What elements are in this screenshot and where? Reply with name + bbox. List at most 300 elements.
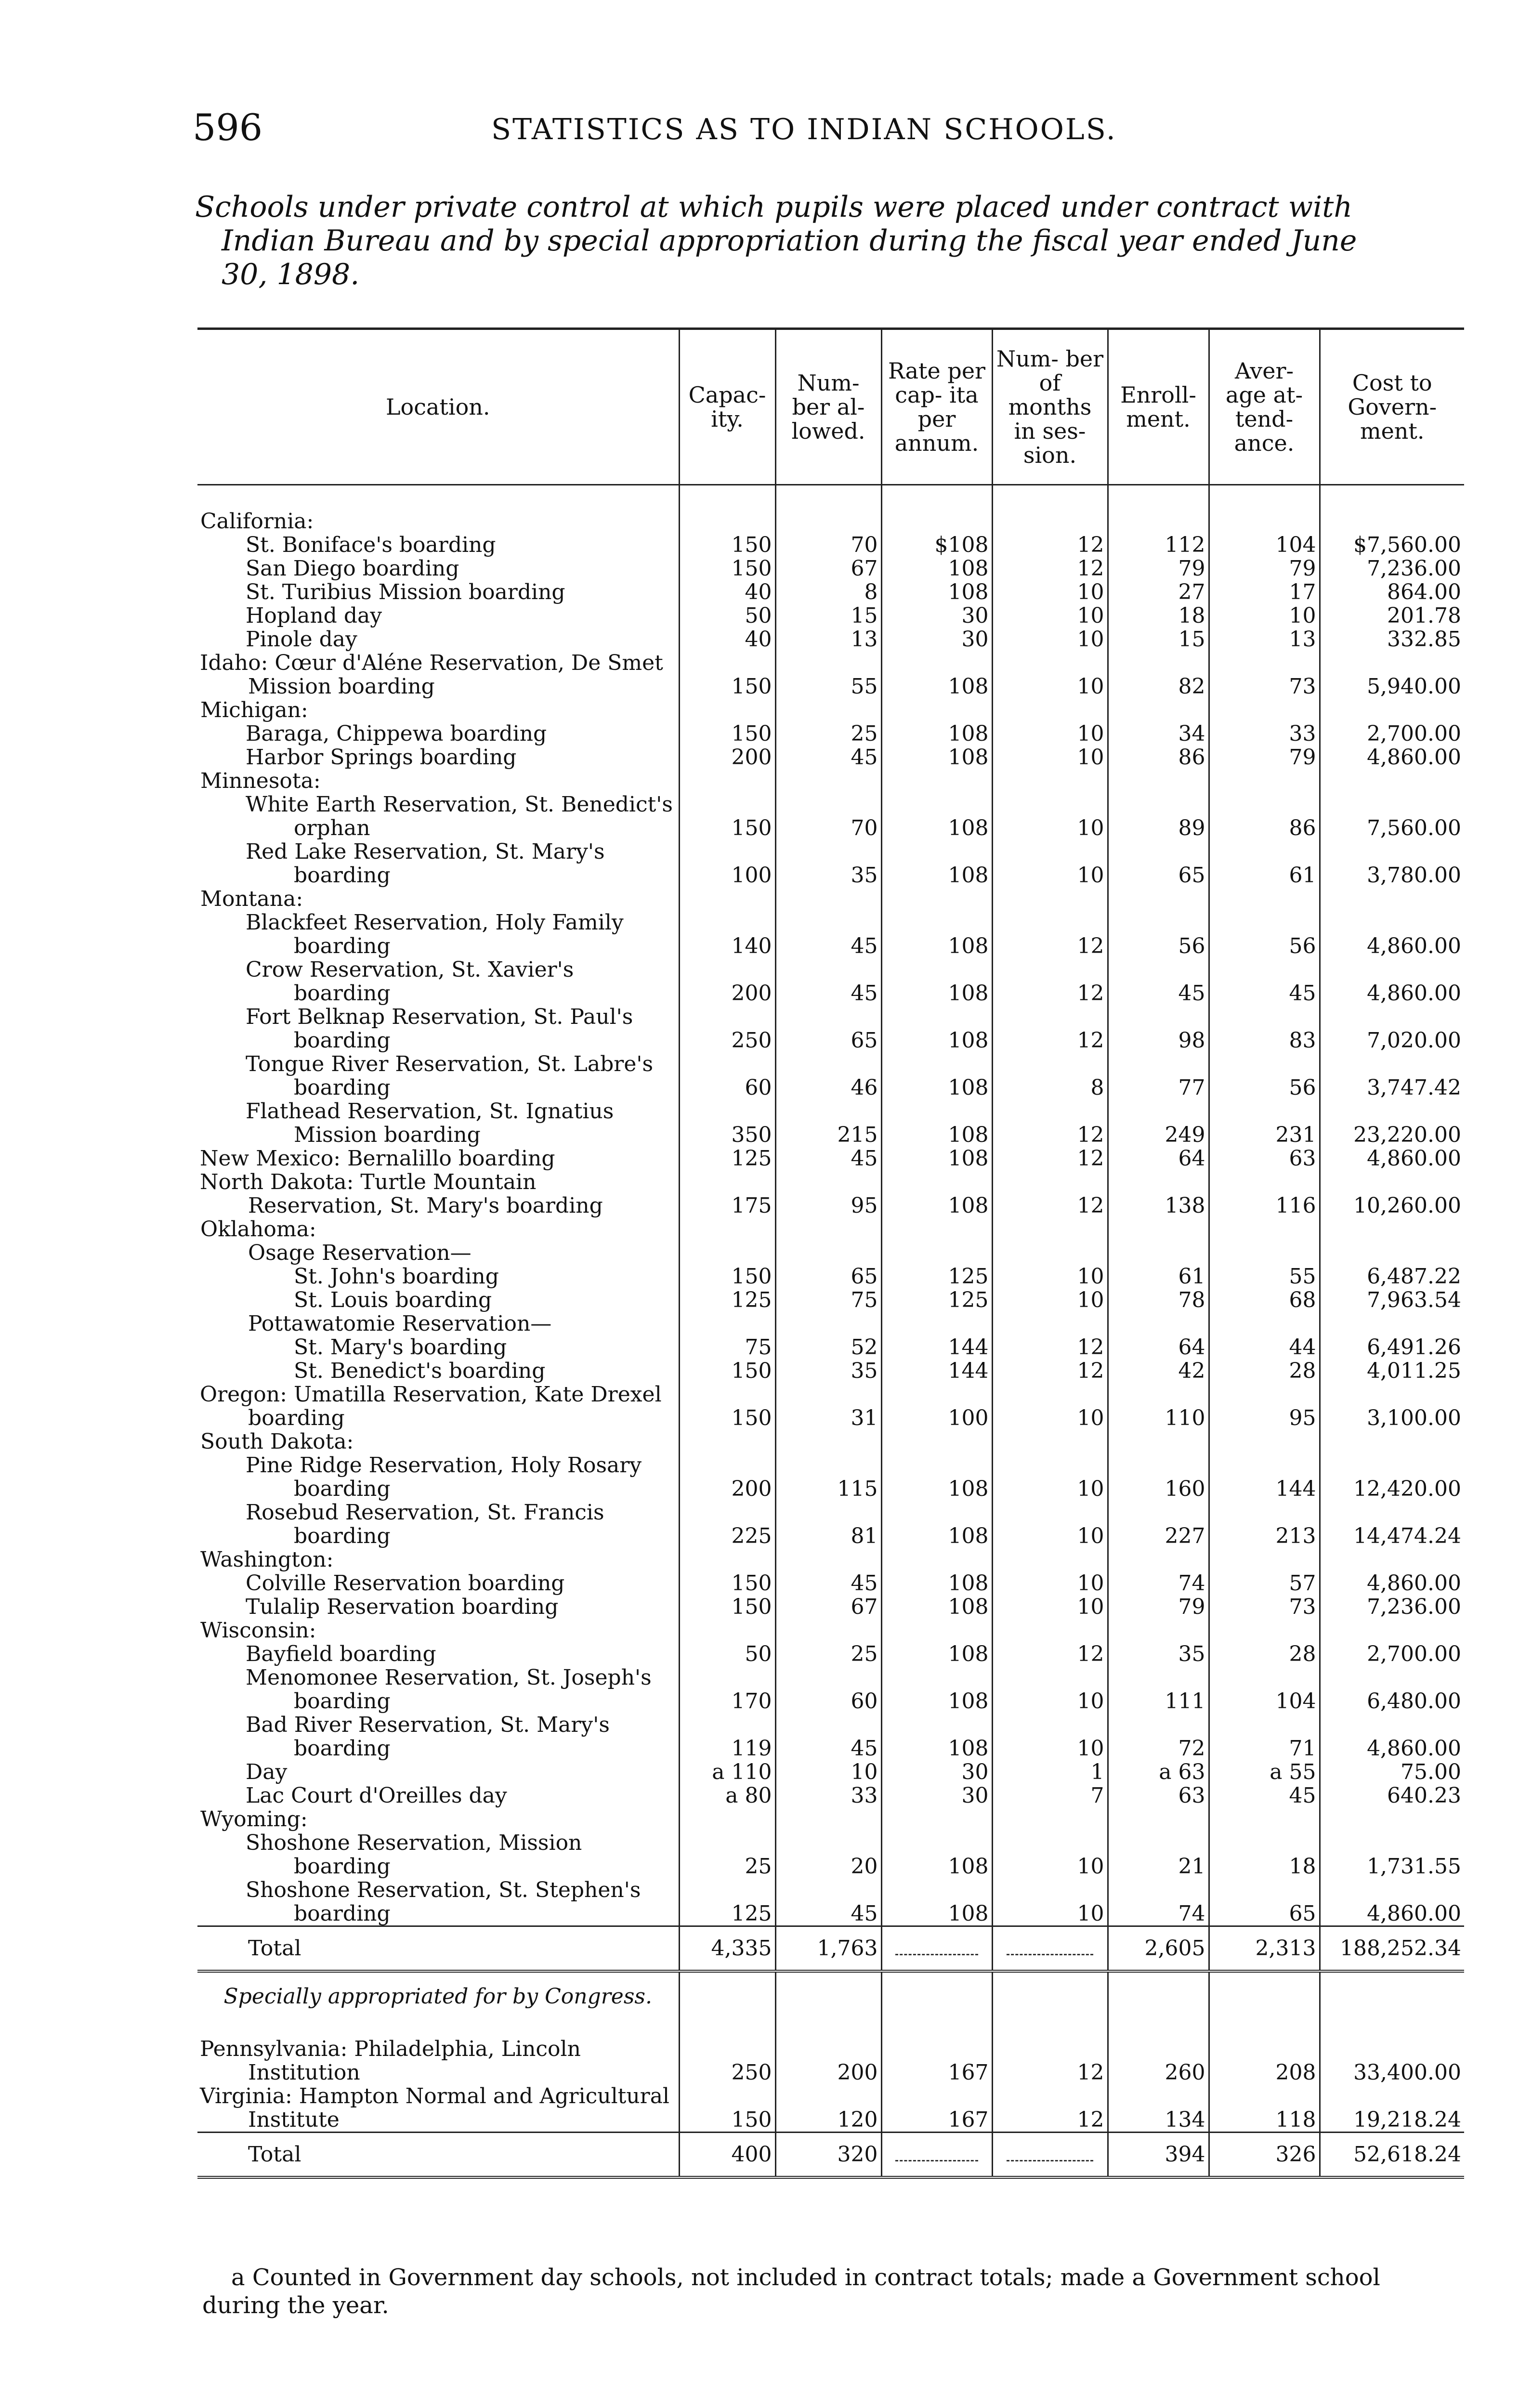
number-allowed-cell: 52 [775,1335,881,1359]
cost-cell: 19,218.24 [1320,2084,1464,2133]
column-header: Cost to Govern- ment. [1320,329,1464,485]
capacity-cell: 250 [679,1005,775,1052]
attendance-cell: 79 [1209,557,1320,580]
rate-cell [881,887,992,911]
enrollment-cell: 89 [1108,793,1209,840]
table-row [197,1099,1464,1147]
table-body [197,485,1464,1926]
location-cell: Hopland day [246,603,382,628]
rate-cell [881,1241,992,1265]
location-cell: Bayfield boarding [246,1642,436,1666]
attendance-cell: 13 [1209,628,1320,651]
table-caption [195,190,1462,291]
attendance-cell: 118 [1209,2084,1320,2133]
location-cell: Shoshone Reservation, St. Stephen's boarding [246,1878,641,1926]
attendance-cell [1209,1807,1320,1831]
location-cell: St. Louis boarding [294,1288,492,1312]
enrollment-cell: 111 [1108,1666,1209,1713]
enrollment-cell [1108,1807,1209,1831]
cost-cell [1320,698,1464,722]
total-enrollment: 394 [1108,2133,1209,2178]
location-cell: New Mexico: Bernalillo boarding [200,1146,555,1171]
column-header: Rate per cap- ita per annum. [881,329,992,485]
capacity-cell [679,887,775,911]
cost-cell [1320,1217,1464,1241]
location-cell: St. Mary's boarding [294,1335,507,1360]
location-cell: White Earth Reservation, St. Benedict's orphan [246,792,673,840]
months-cell: 12 [992,557,1108,580]
cost-cell: 4,860.00 [1320,958,1464,1005]
attendance-cell [1209,1312,1320,1335]
months-cell: 12 [992,1335,1108,1359]
location-cell: Virginia: Hampton Normal and Agricultural Institute [200,2084,670,2132]
table-row [197,1619,1464,1642]
attendance-cell: 57 [1209,1571,1320,1595]
table-row [197,1548,1464,1571]
enrollment-cell [1108,510,1209,533]
table-row [197,1807,1464,1831]
months-cell [992,1217,1108,1241]
rate-cell: 144 [881,1335,992,1359]
months-cell: 10 [992,1666,1108,1713]
table-row [197,1430,1464,1453]
cost-cell: 3,100.00 [1320,1383,1464,1430]
capacity-cell: 125 [679,1878,775,1926]
cost-cell [1320,1312,1464,1335]
number-allowed-cell: 25 [775,1642,881,1666]
location-cell: Blackfeet Reservation, Holy Family boarding [246,910,624,958]
attendance-cell: 231 [1209,1099,1320,1147]
enrollment-cell: 134 [1108,2084,1209,2133]
number-allowed-cell: 45 [775,911,881,958]
total-cost: 52,618.24 [1320,2133,1464,2178]
special-heading: Specially appropriated for by Congress. [223,1984,652,2009]
capacity-cell [679,698,775,722]
months-cell [992,1312,1108,1335]
rate-cell: 108 [881,557,992,580]
total-rate-blank [881,1926,992,1972]
months-cell: 12 [992,911,1108,958]
location-cell: Lac Court d'Oreilles day [246,1783,507,1808]
capacity-cell: 25 [679,1831,775,1878]
attendance-cell: 61 [1209,840,1320,887]
number-allowed-cell [775,1217,881,1241]
enrollment-cell: 72 [1108,1713,1209,1760]
months-cell: 12 [992,2084,1108,2133]
number-allowed-cell: 13 [775,628,881,651]
enrollment-cell: 61 [1108,1265,1209,1288]
cost-cell [1320,887,1464,911]
cost-cell [1320,769,1464,793]
rate-cell: 108 [881,958,992,1005]
rate-cell [881,1217,992,1241]
number-allowed-cell: 67 [775,557,881,580]
cost-cell: 7,963.54 [1320,1288,1464,1312]
total-label: Total [197,2133,679,2178]
table-row [197,2084,1464,2133]
table-row [197,1170,1464,1217]
months-cell: 10 [992,604,1108,628]
capacity-cell: 200 [679,958,775,1005]
number-allowed-cell: 35 [775,1359,881,1383]
enrollment-cell: 64 [1108,1147,1209,1170]
location-cell: San Diego boarding [246,556,459,581]
location-cell: Shoshone Reservation, Mission boarding [246,1831,582,1879]
attendance-cell: 45 [1209,1784,1320,1807]
capacity-cell: 200 [679,1453,775,1501]
months-cell: 10 [992,1453,1108,1501]
months-cell: 8 [992,1052,1108,1099]
table-row [197,1642,1464,1666]
rate-cell: 108 [881,1147,992,1170]
cost-cell: 4,011.25 [1320,1359,1464,1383]
total-months-blank [992,2133,1108,2178]
cost-cell [1320,1548,1464,1571]
capacity-cell: 150 [679,1359,775,1383]
enrollment-cell [1108,1548,1209,1571]
column-header: Capac- ity. [679,329,775,485]
months-cell: 10 [992,1501,1108,1548]
enrollment-cell [1108,1619,1209,1642]
rate-cell: 108 [881,1571,992,1595]
cost-cell: 6,480.00 [1320,1666,1464,1713]
attendance-cell [1209,510,1320,533]
months-cell [992,1807,1108,1831]
rate-cell: 108 [881,1170,992,1217]
table-row [197,604,1464,628]
rate-cell: 30 [881,604,992,628]
rate-cell: 108 [881,1595,992,1619]
table-row [197,746,1464,769]
capacity-cell: 200 [679,746,775,769]
total-enrollment: 2,605 [1108,1926,1209,1972]
location-cell: Oregon: Umatilla Reservation, Kate Drexel boarding [200,1382,662,1430]
attendance-cell: 208 [1209,2037,1320,2084]
rate-cell: 108 [881,1005,992,1052]
enrollment-cell: 260 [1108,2037,1209,2084]
rate-cell: 108 [881,1099,992,1147]
total-capacity: 4,335 [679,1926,775,1972]
rate-cell: 108 [881,1501,992,1548]
number-allowed-cell: 75 [775,1288,881,1312]
enrollment-cell: 74 [1108,1571,1209,1595]
location-cell: Colville Reservation boarding [246,1571,565,1596]
months-cell: 10 [992,840,1108,887]
cost-cell: 33,400.00 [1320,2037,1464,2084]
cost-cell: 4,860.00 [1320,911,1464,958]
attendance-cell [1209,1548,1320,1571]
number-allowed-cell [775,1241,881,1265]
table-row [197,1265,1464,1288]
months-cell: 10 [992,651,1108,698]
cost-cell: 3,747.42 [1320,1052,1464,1099]
months-cell: 10 [992,1288,1108,1312]
rate-cell: 30 [881,1784,992,1807]
capacity-cell [679,1548,775,1571]
attendance-cell: 63 [1209,1147,1320,1170]
number-allowed-cell [775,1807,881,1831]
rate-cell: 108 [881,580,992,604]
capacity-cell: 250 [679,2037,775,2084]
capacity-cell: 150 [679,1383,775,1430]
number-allowed-cell: 65 [775,1005,881,1052]
capacity-cell: 125 [679,1288,775,1312]
number-allowed-cell [775,510,881,533]
capacity-cell: 150 [679,722,775,746]
total-capacity: 400 [679,2133,775,2178]
table-row [197,958,1464,1005]
location-cell: North Dakota: Turtle Mountain Reservation, St. Mary's boarding [200,1170,603,1218]
capacity-cell: 225 [679,1501,775,1548]
capacity-cell: 150 [679,1571,775,1595]
location-cell: Tongue River Reservation, St. Labre's boarding [246,1052,654,1100]
number-allowed-cell: 120 [775,2084,881,2133]
rate-cell: 125 [881,1288,992,1312]
rate-cell: 125 [881,1265,992,1288]
capacity-cell [679,1807,775,1831]
months-cell: 12 [992,1359,1108,1383]
enrollment-cell: 63 [1108,1784,1209,1807]
table-row [197,1666,1464,1713]
attendance-cell: 104 [1209,1666,1320,1713]
table-row [197,1147,1464,1170]
enrollment-cell [1108,1312,1209,1335]
column-header: Num- ber of months in ses- sion. [992,329,1108,485]
attendance-cell: 68 [1209,1288,1320,1312]
rate-cell [881,1548,992,1571]
enrollment-cell [1108,1217,1209,1241]
attendance-cell: 18 [1209,1831,1320,1878]
number-allowed-cell [775,1548,881,1571]
table-row [197,628,1464,651]
months-cell: 12 [992,1147,1108,1170]
rate-cell: 108 [881,1666,992,1713]
cost-cell: 2,700.00 [1320,1642,1464,1666]
months-cell: 10 [992,746,1108,769]
rate-cell [881,698,992,722]
table-row [197,580,1464,604]
column-header: Aver- age at- tend- ance. [1209,329,1320,485]
months-cell: 12 [992,1005,1108,1052]
total-row [197,1926,1464,1972]
months-cell: 10 [992,1878,1108,1926]
rate-cell: 30 [881,628,992,651]
cost-cell: 1,731.55 [1320,1831,1464,1878]
table-row [197,1241,1464,1265]
number-allowed-cell [775,1312,881,1335]
capacity-cell: 170 [679,1666,775,1713]
location-cell: St. Turibius Mission boarding [246,580,565,604]
enrollment-cell: 138 [1108,1170,1209,1217]
cost-cell: 7,236.00 [1320,557,1464,580]
rate-cell [881,769,992,793]
cost-cell: 10,260.00 [1320,1170,1464,1217]
cost-cell: 332.85 [1320,628,1464,651]
enrollment-cell: 27 [1108,580,1209,604]
caption-line: Indian Bureau and by special appropriation during the fiscal year ended June [222,224,1357,258]
cost-cell: 201.78 [1320,604,1464,628]
capacity-cell: 350 [679,1099,775,1147]
location-cell: Menomonee Reservation, St. Joseph's boarding [246,1665,652,1714]
enrollment-cell: a 63 [1108,1760,1209,1784]
capacity-cell: 150 [679,533,775,557]
location-cell: Pennsylvania: Philadelphia, Lincoln Institution [200,2037,581,2085]
location-cell: Harbor Springs boarding [246,745,517,770]
total-attendance: 2,313 [1209,1926,1320,1972]
enrollment-cell: 98 [1108,1005,1209,1052]
location-cell: Red Lake Reservation, St. Mary's boarding [246,839,605,888]
rate-cell: 30 [881,1760,992,1784]
table-row [197,840,1464,887]
number-allowed-cell: 20 [775,1831,881,1878]
enrollment-cell: 45 [1108,958,1209,1005]
enrollment-cell: 86 [1108,746,1209,769]
cost-cell: 23,220.00 [1320,1099,1464,1147]
number-allowed-cell: 215 [775,1099,881,1147]
location-cell: Pinole day [246,627,357,652]
rate-cell: 108 [881,1642,992,1666]
number-allowed-cell: 45 [775,1147,881,1170]
months-cell [992,1430,1108,1453]
cost-cell [1320,1619,1464,1642]
rate-cell [881,1430,992,1453]
attendance-cell [1209,1430,1320,1453]
number-allowed-cell: 45 [775,958,881,1005]
table-row [197,1713,1464,1760]
attendance-cell: 79 [1209,746,1320,769]
months-cell: 10 [992,628,1108,651]
attendance-cell: 144 [1209,1453,1320,1501]
capacity-cell: 140 [679,911,775,958]
enrollment-cell: 160 [1108,1453,1209,1501]
enrollment-cell: 78 [1108,1288,1209,1312]
number-allowed-cell: 70 [775,793,881,840]
number-allowed-cell: 95 [775,1170,881,1217]
number-allowed-cell: 31 [775,1383,881,1430]
number-allowed-cell: 67 [775,1595,881,1619]
total-label: Total [197,1926,679,1972]
rate-cell: 167 [881,2037,992,2084]
months-cell: 12 [992,533,1108,557]
cost-cell: 7,560.00 [1320,793,1464,840]
location-cell: Osage Reservation— [248,1241,471,1265]
enrollment-cell [1108,1241,1209,1265]
rate-cell: $108 [881,533,992,557]
table-row [197,1383,1464,1430]
rate-cell [881,1807,992,1831]
number-allowed-cell [775,769,881,793]
months-cell: 1 [992,1760,1108,1784]
attendance-cell [1209,769,1320,793]
enrollment-cell: 64 [1108,1335,1209,1359]
months-cell: 10 [992,1383,1108,1430]
number-allowed-cell: 10 [775,1760,881,1784]
rate-cell: 108 [881,1052,992,1099]
enrollment-cell [1108,769,1209,793]
number-allowed-cell: 35 [775,840,881,887]
months-cell: 10 [992,1831,1108,1878]
enrollment-cell: 227 [1108,1501,1209,1548]
enrollment-cell [1108,1430,1209,1453]
months-cell: 10 [992,1571,1108,1595]
capacity-cell: 150 [679,2084,775,2133]
capacity-cell: 50 [679,604,775,628]
total-number-allowed: 320 [775,2133,881,2178]
attendance-cell: 65 [1209,1878,1320,1926]
table-row [197,769,1464,793]
capacity-cell [679,1619,775,1642]
number-allowed-cell: 115 [775,1453,881,1501]
attendance-cell: 73 [1209,1595,1320,1619]
cost-cell [1320,1807,1464,1831]
enrollment-cell: 112 [1108,533,1209,557]
attendance-cell: 86 [1209,793,1320,840]
enrollment-cell: 18 [1108,604,1209,628]
capacity-cell: 175 [679,1170,775,1217]
attendance-cell: 95 [1209,1383,1320,1430]
months-cell: 10 [992,722,1108,746]
statistics-table [197,327,1464,2179]
months-cell [992,1241,1108,1265]
rate-cell: 167 [881,2084,992,2133]
rate-cell: 108 [881,722,992,746]
location-cell: Michigan: [200,698,308,722]
enrollment-cell: 74 [1108,1878,1209,1926]
location-cell: St. John's boarding [294,1264,499,1289]
attendance-cell [1209,1241,1320,1265]
capacity-cell: 150 [679,1265,775,1288]
table-row [197,1501,1464,1548]
number-allowed-cell: 33 [775,1784,881,1807]
total-attendance: 326 [1209,2133,1320,2178]
capacity-cell [679,1217,775,1241]
attendance-cell: 55 [1209,1265,1320,1288]
table-row [197,1595,1464,1619]
number-allowed-cell [775,698,881,722]
enrollment-cell [1108,698,1209,722]
location-cell: California: [200,509,314,534]
enrollment-cell [1108,887,1209,911]
table-row [197,1288,1464,1312]
table-row [197,557,1464,580]
total-months-blank [992,1926,1108,1972]
number-allowed-cell: 25 [775,722,881,746]
number-allowed-cell: 46 [775,1052,881,1099]
capacity-cell: 150 [679,651,775,698]
enrollment-cell: 56 [1108,911,1209,958]
attendance-cell [1209,1217,1320,1241]
table-row [197,1335,1464,1359]
table-row [197,1359,1464,1383]
footnote-text: a Counted in Government day schools, not included in contract totals; made a Government school during the year. [202,2264,1380,2319]
column-header: Location. [197,329,679,485]
caption-line: 30, 1898. [222,258,360,291]
rate-cell: 108 [881,840,992,887]
table-row [197,1784,1464,1807]
number-allowed-cell: 81 [775,1501,881,1548]
attendance-cell: 28 [1209,1642,1320,1666]
rate-cell: 108 [881,1878,992,1926]
location-cell: St. Benedict's boarding [294,1359,546,1383]
location-cell: Crow Reservation, St. Xavier's boarding [246,957,574,1006]
capacity-cell: a 80 [679,1784,775,1807]
table-row [197,793,1464,840]
enrollment-cell: 110 [1108,1383,1209,1430]
enrollment-cell: 15 [1108,628,1209,651]
capacity-cell: 100 [679,840,775,887]
caption-line: Schools under private control at which pupils were placed under contract with [195,190,1353,224]
number-allowed-cell: 8 [775,580,881,604]
